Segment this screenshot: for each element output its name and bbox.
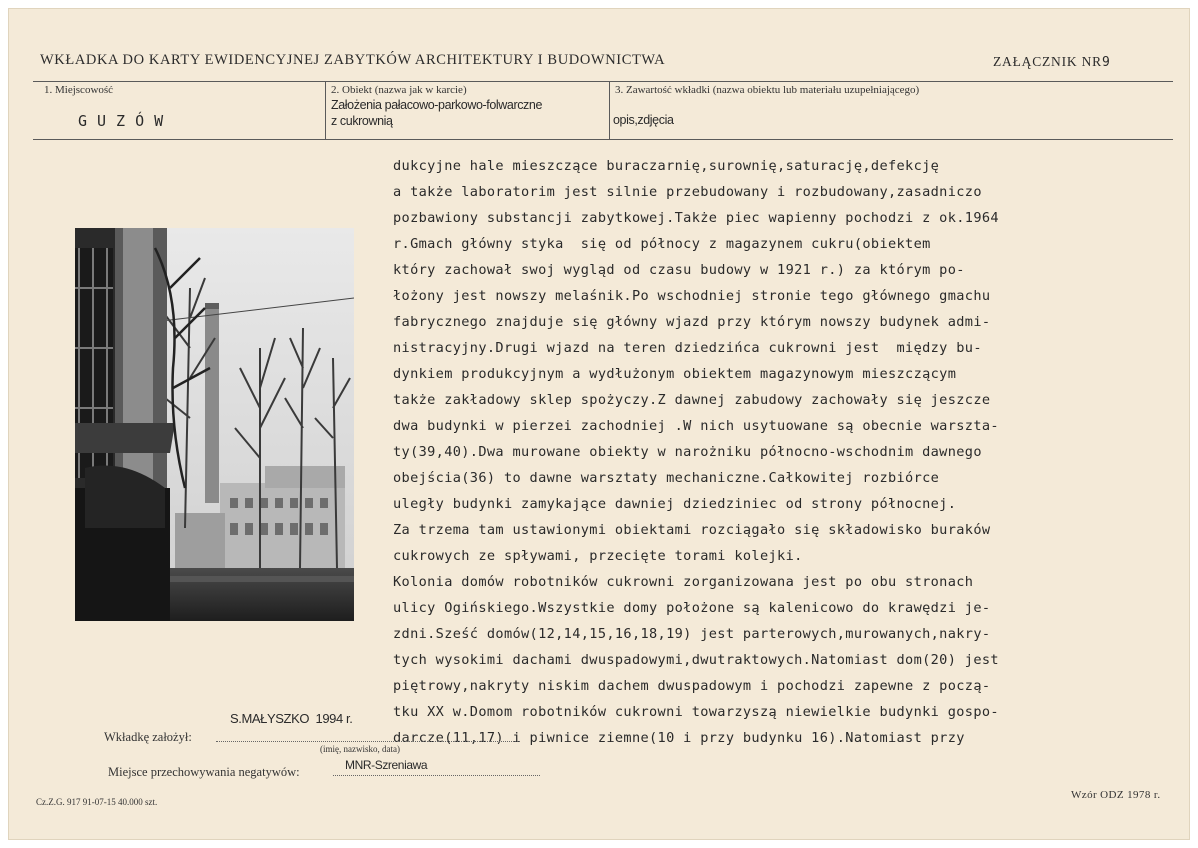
description-line: łożony jest nowszy melaśnik.Po wschodniej stronie tego głównego gmachu xyxy=(393,288,991,304)
description-line: tych wysokimi dachami dwuspadowymi,dwutraktowych.Natomiast dom(20) jest xyxy=(393,652,999,668)
field-divider-2 xyxy=(609,81,610,140)
description-line: dynkiem produkcyjnym a wydłużonym obiektem magazynowym mieszczącym xyxy=(393,366,957,382)
object-value-line2: z cukrownią xyxy=(331,114,393,128)
founder-value: S.MAŁYSZKO 1994 r. xyxy=(230,711,353,726)
description-line: ulicy Ogińskiego.Wszystkie domy położone są kalenicowo do krawędzi je- xyxy=(393,600,991,616)
photo-image xyxy=(75,228,354,621)
locality-value: GUZÓW xyxy=(78,112,174,130)
object-label: 2. Obiekt (nazwa jak w karcie) xyxy=(331,84,467,96)
storage-value: MNR-Szreniawa xyxy=(345,758,428,772)
description-line: tku XX w.Domom robotników cukrowni towarzyszą niewielkie budynki gospo- xyxy=(393,704,999,720)
description-line: nistracyjny.Drugi wjazd na teren dziedzińca cukrowni jest między bu- xyxy=(393,340,982,356)
template-info: Wzór ODZ 1978 r. xyxy=(1071,789,1161,801)
description-line: darcze(11,17) i piwnice ziemne(10 i przy budynku 16).Natomiast przy xyxy=(393,730,965,746)
description-line: cukrowych ze spływami, przecięte torami kolejki. xyxy=(393,548,803,564)
founder-dotted-line xyxy=(216,741,520,742)
contents-value: opis,zdjęcia xyxy=(613,113,674,127)
description-line: Za trzema tam ustawionymi obiektami rozciągało się składowisko buraków xyxy=(393,522,991,538)
description-line: także zakładowy sklep spożyczy.Z dawnej zabudowy zachowały się jeszcze xyxy=(393,392,991,408)
contents-label: 3. Zawartość wkładki (nazwa obiektu lub materiału uzupełniającego) xyxy=(615,84,920,96)
print-info: Cz.Z.G. 917 91-07-15 40.000 szt. xyxy=(36,797,158,807)
annex-number-label xyxy=(993,54,1111,70)
description-line: ty(39,40).Dwa murowane obiekty w narożniku północno-wschodnim dawnego xyxy=(393,444,982,460)
object-value-line1: Założenia pałacowo-parkowo-folwarczne xyxy=(331,98,543,112)
description-line: dwa budynki w pierzei zachodniej .W nich usytuowane są obecnie warszta- xyxy=(393,418,999,434)
description-line: zdni.Sześć domów(12,14,15,16,18,19) jest parterowych,murowanych,nakry- xyxy=(393,626,991,642)
field-divider-1 xyxy=(325,81,326,140)
description-line: obejścia(36) to dawne warsztaty mechaniczne.Całkowitej rozbiórce xyxy=(393,470,940,486)
storage-label: Miejsce przechowywania negatywów: xyxy=(108,765,300,779)
founder-label: Wkładkę założył: xyxy=(104,730,192,744)
annex-label: ZAŁĄCZNIK NR xyxy=(993,54,1102,69)
description-line: uległy budynki zamykające dawniej dziedziniec od strony północnej. xyxy=(393,496,957,512)
storage-dotted-line xyxy=(333,775,540,776)
inventory-card-insert xyxy=(8,8,1190,840)
annex-value: 9 xyxy=(1101,55,1111,70)
description-line: piętrowy,nakryty niskim dachem dwuspadowym i pochodzi zapewne z począ- xyxy=(393,678,991,694)
description-line: a także laboratorim jest silnie przebudowany i rozbudowany,zasadniczo xyxy=(393,184,982,200)
locality-label: 1. Miejscowość xyxy=(44,84,114,96)
archival-photo xyxy=(75,228,354,621)
founder-caption: (imię, nazwisko, data) xyxy=(320,744,400,754)
description-line: który zachował swoj wygląd od czasu budowy w 1921 r.) za którym po- xyxy=(393,262,965,278)
description-line: dukcyjne hale mieszczące buraczarnię,surownię,saturację,defekcję xyxy=(393,158,940,174)
form-title: WKŁADKA DO KARTY EWIDENCYJNEJ ZABYTKÓW ARCHITEKTURY I BUDOWNICTWA xyxy=(40,52,666,68)
description-line: Kolonia domów robotników cukrowni zorganizowana jest po obu stronach xyxy=(393,574,974,590)
description-line: r.Gmach główny styka się od północy z magazynem cukru(obiektem xyxy=(393,236,931,252)
header-bottom-rule xyxy=(33,139,1173,140)
header-top-rule xyxy=(33,81,1173,82)
description-line: fabrycznego znajduje się główny wjazd przy którym nowszy budynek admi- xyxy=(393,314,991,330)
description-line: pozbawiony substancji zabytkowej.Także piec wapienny pochodzi z ok.1964 xyxy=(393,210,999,226)
